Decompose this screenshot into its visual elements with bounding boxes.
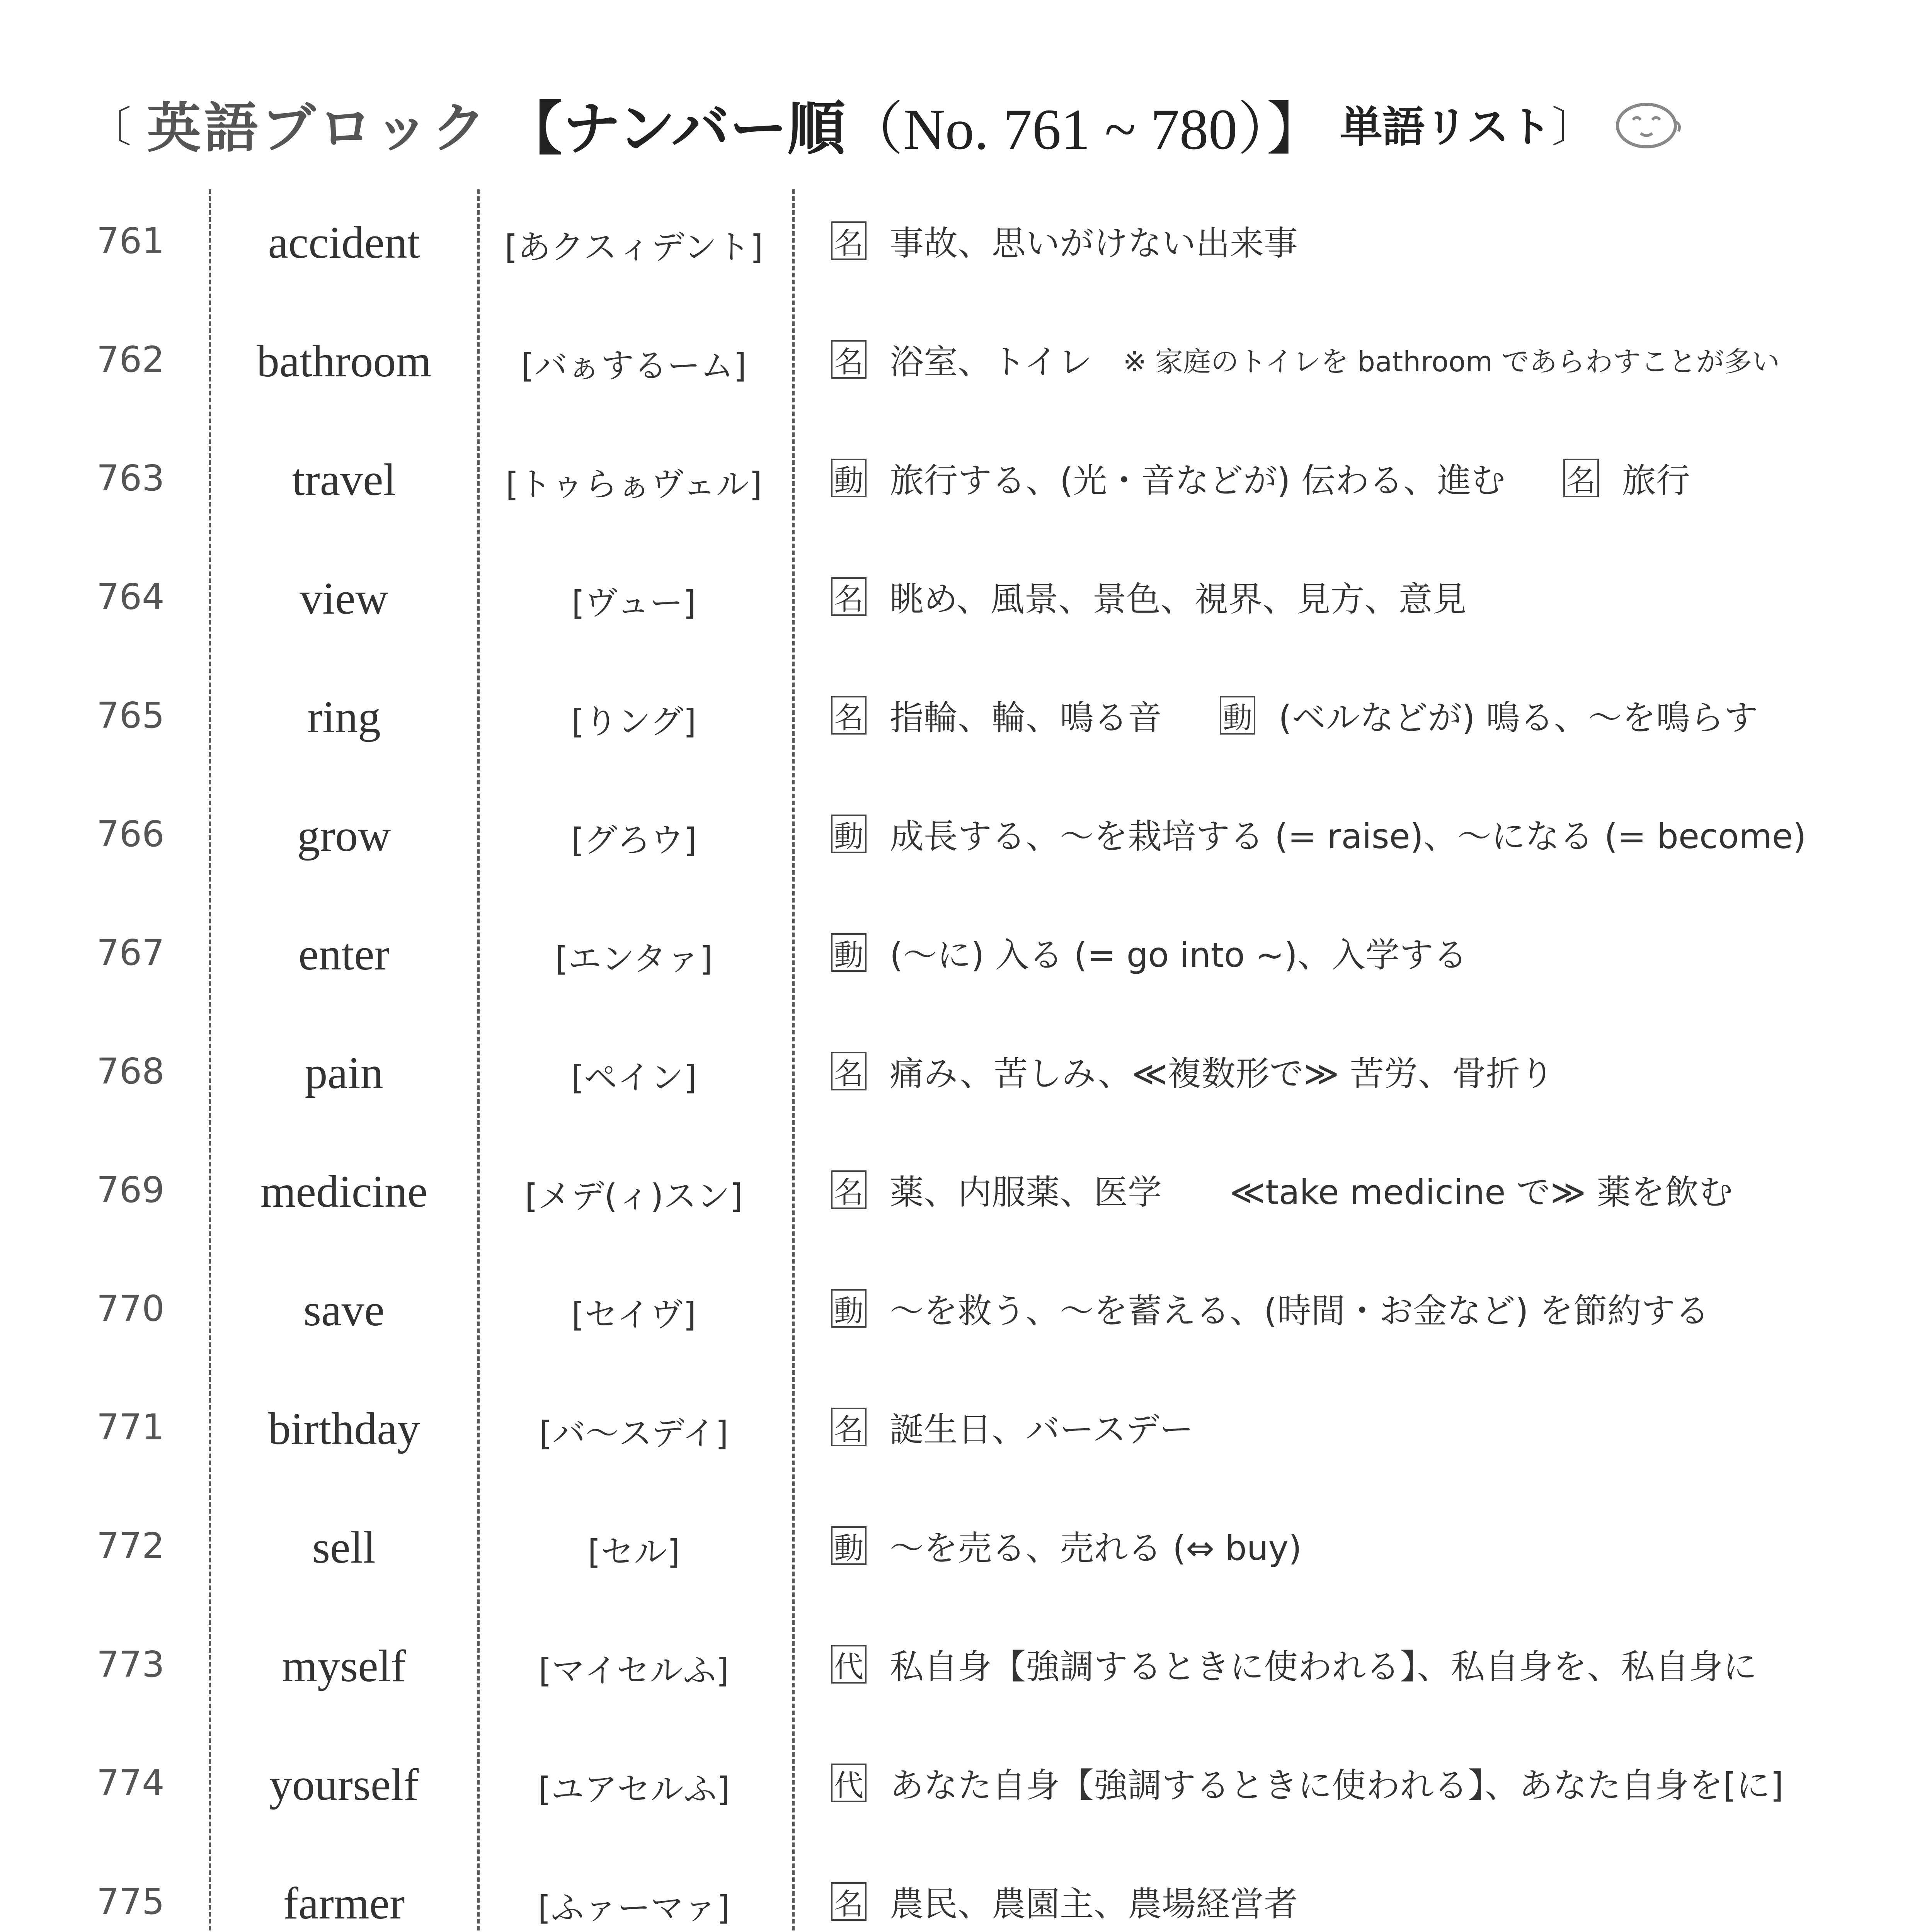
part-of-speech-badge: 動 (831, 1289, 867, 1328)
meaning-text: 薬、内服薬、医学 ≪take medicine で≫ 薬を飲む (890, 1172, 1733, 1212)
word-row (0, 549, 1917, 668)
part-of-speech-badge: 名 (831, 1882, 867, 1921)
meaning-text: 指輪、輪、鳴る音 (890, 698, 1162, 738)
usage-note: ※ 家庭のトイレを bathroom であらわすことが多い (1123, 345, 1780, 378)
word-number: 762 (97, 339, 165, 380)
english-word: yourself (269, 1759, 419, 1810)
meaning-text: 浴室、トイレ (890, 342, 1092, 382)
part-of-speech-badge: 名 (1563, 459, 1599, 497)
word-number: 770 (97, 1288, 165, 1329)
pronunciation: [ペイン] (571, 1058, 697, 1097)
meaning-text: 私自身【強調するときに使われる】、私自身を、私自身に (890, 1647, 1757, 1687)
part-of-speech-badge: 代 (831, 1645, 867, 1684)
pronunciation: [バぁするーム] (521, 347, 747, 385)
part-of-speech-badge: 動 (831, 815, 867, 853)
definition (831, 1403, 1902, 1451)
word-row (0, 668, 1917, 786)
pronunciation: [ヴュー] (572, 584, 696, 622)
english-word: medicine (260, 1166, 428, 1217)
definition (831, 810, 1902, 858)
site-logo: 英語ブロック (147, 97, 489, 160)
definition (831, 1284, 1902, 1333)
english-word: enter (298, 929, 390, 980)
pronunciation: [セイヴ] (571, 1296, 696, 1334)
part-of-speech-badge: 動 (831, 933, 867, 972)
word-number: 767 (97, 932, 165, 973)
meaning-text: 旅行する、(光・音などが) 伝わる、進む (890, 461, 1505, 500)
word-row (0, 1379, 1917, 1498)
definition (831, 1759, 1902, 1807)
word-row (0, 430, 1917, 549)
definition (831, 335, 1902, 384)
meaning-text: ～を救う、～を蓄える、(時間・お金など) を節約する (890, 1291, 1709, 1331)
meaning-text: 眺め、風景、景色、視界、見方、意見 (890, 579, 1467, 619)
definition (831, 1165, 1902, 1214)
part-of-speech-badge: 名 (831, 221, 867, 260)
word-row (0, 905, 1917, 1024)
pronunciation: [ふァーマァ] (538, 1889, 730, 1927)
word-row (0, 312, 1917, 430)
definition (831, 572, 1902, 621)
meaning-text: 誕生日、バースデー (890, 1410, 1193, 1449)
meaning-text: 成長する、～を栽培する (= raise)、～になる (= become) (890, 816, 1806, 856)
definition (831, 454, 1902, 502)
mascot-face-icon (1610, 95, 1687, 153)
word-number: 761 (97, 220, 165, 262)
definition (831, 1640, 1902, 1689)
page-title: 【ナンバー順 (504, 95, 846, 163)
pronunciation: [トゥらぁヴェル] (506, 465, 762, 504)
meaning-text: (～に) 入る (= go into ~)、入学する (890, 935, 1468, 975)
meaning-text: あなた自身【強調するときに使われる】、あなた自身を[に] (890, 1765, 1784, 1805)
english-word: grow (297, 810, 391, 861)
english-word: myself (282, 1641, 406, 1691)
english-word: birthday (268, 1403, 420, 1454)
word-row (0, 1735, 1917, 1854)
definition (831, 1047, 1902, 1095)
word-number: 765 (97, 695, 165, 736)
definition (831, 691, 1902, 740)
part-of-speech-badge: 代 (831, 1764, 867, 1802)
word-number: 769 (97, 1169, 165, 1211)
pronunciation: [エンタァ] (555, 940, 713, 978)
word-number: 763 (97, 457, 165, 499)
word-row (0, 1617, 1917, 1735)
page-header (89, 81, 1828, 166)
word-row (0, 1498, 1917, 1617)
word-number: 766 (97, 813, 165, 855)
pronunciation: [りング] (571, 702, 696, 741)
pronunciation: [セル] (587, 1533, 680, 1571)
pronunciation: [ユアセルふ] (538, 1770, 730, 1809)
word-number: 774 (97, 1762, 165, 1804)
english-word: sell (312, 1522, 376, 1573)
meaning-text: 痛み、苦しみ、≪複数形で≫ 苦労、骨折り (890, 1054, 1554, 1094)
word-number: 768 (97, 1051, 165, 1092)
part-of-speech-badge: 名 (831, 696, 867, 735)
part-of-speech-badge: 名 (831, 340, 867, 379)
meaning-text: ～を売る、売れる (⇔ buy) (890, 1528, 1302, 1568)
pronunciation: [メデ(ィ)スン] (524, 1177, 743, 1216)
part-of-speech-badge: 名 (831, 1170, 867, 1209)
word-row (0, 1024, 1917, 1142)
part-of-speech-badge: 動 (1220, 696, 1255, 735)
english-word: accident (268, 217, 420, 268)
english-word: save (303, 1285, 385, 1335)
meaning-text: 農民、農園主、農場経営者 (890, 1884, 1298, 1924)
english-word: bathroom (256, 336, 432, 386)
pronunciation: [あクスィデント] (504, 228, 763, 267)
part-of-speech-badge: 動 (831, 459, 867, 497)
word-row (0, 1142, 1917, 1261)
english-word: view (300, 573, 388, 624)
pronunciation: [バ～スデイ] (539, 1414, 729, 1453)
bracket-open: 〔 (89, 102, 131, 152)
word-number: 772 (97, 1525, 165, 1566)
part-of-speech-badge: 名 (831, 1052, 867, 1090)
word-row (0, 193, 1917, 312)
part-of-speech-badge: 動 (831, 1526, 867, 1565)
part-of-speech-badge: 名 (831, 1408, 867, 1446)
meaning-text: 事故、思いがけない出来事 (890, 223, 1298, 263)
bracket-close: 〕 (1551, 102, 1594, 152)
word-number: 773 (97, 1644, 165, 1685)
english-word: ring (307, 692, 381, 742)
pronunciation: [マイセルふ] (538, 1651, 729, 1690)
meaning-text: (ベルなどが) 鳴る、～を鳴らす (1279, 698, 1758, 738)
number-range: （No. 761 ~ 780）】 (845, 97, 1325, 162)
word-row (0, 786, 1917, 905)
meaning-text: 旅行 (1622, 461, 1690, 500)
part-of-speech-badge: 名 (831, 577, 867, 616)
word-row (0, 1261, 1917, 1379)
word-number: 775 (97, 1881, 165, 1922)
definition (831, 928, 1902, 977)
definition (831, 1877, 1902, 1926)
word-row (0, 1854, 1917, 1932)
word-number: 764 (97, 576, 165, 617)
definition (831, 216, 1902, 265)
word-number: 771 (97, 1406, 165, 1448)
page-subtitle: 単語リスト (1340, 102, 1552, 152)
english-word: travel (292, 454, 396, 505)
definition (831, 1521, 1902, 1570)
english-word: pain (305, 1048, 383, 1098)
pronunciation: [グろウ] (571, 821, 697, 860)
english-word: farmer (283, 1878, 405, 1929)
